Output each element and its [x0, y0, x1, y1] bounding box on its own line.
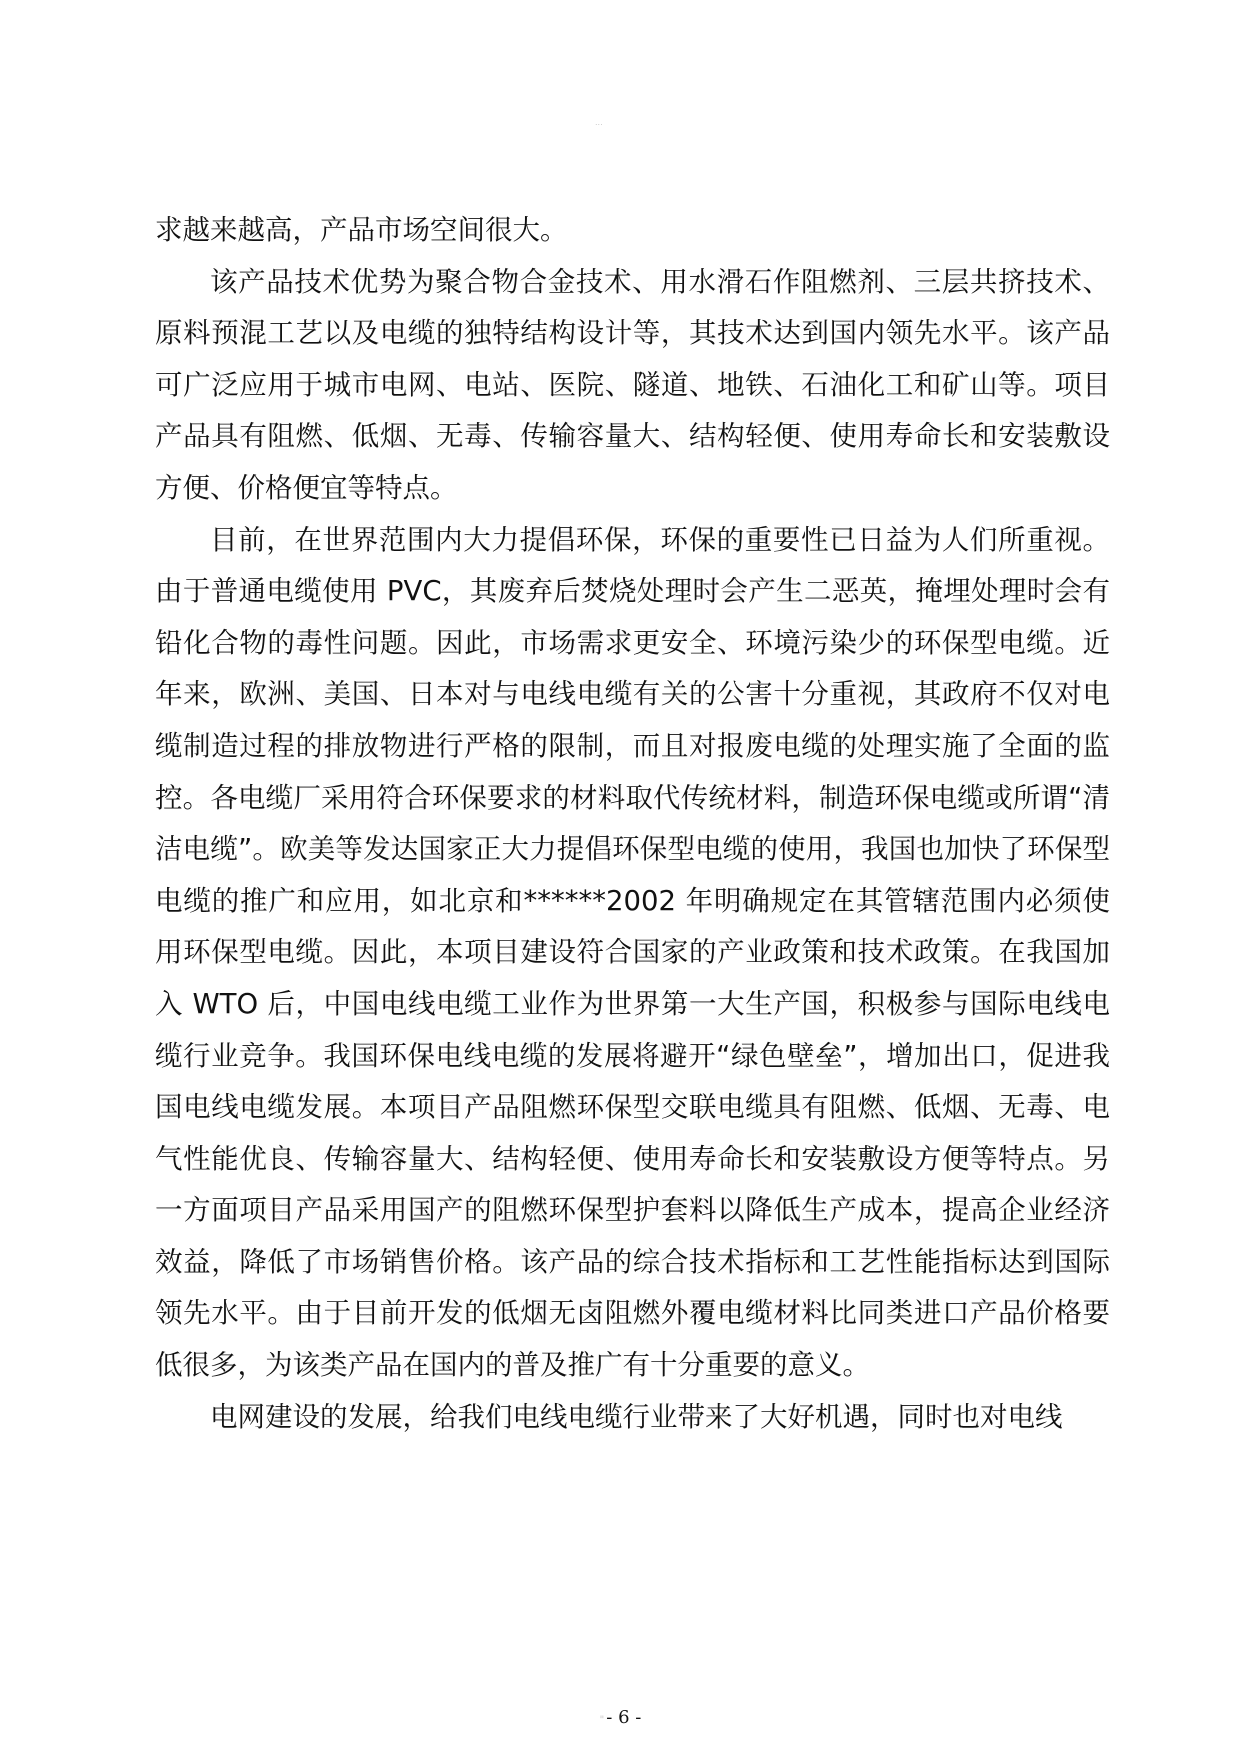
page-number: - 6 - — [606, 1707, 642, 1728]
paragraph-environmental-context: 目前，在世界范围内大力提倡环保，环保的重要性已日益为人们所重视。由于普通电缆使用 PVC，其废弃后焚烧处理时会产生二恶英，掩埋处理时会有铅化合物的毒性问题。因此，市场需求更安全、环境污染少的环保型电缆。近年来，欧洲、美国、日本对与电线电缆有关的公害十分重视，其政府不仅对电缆制造过程的排放物进行严格的限制，而且对报废电缆的处理实施了全面的监控。各电缆厂采用符合环保要求的材料取代传统材料，制造环保电缆或所谓“清洁电缆”。欧美等发达国家正大力提倡环保型电缆的使用，我国也加快了环保型电缆的推广和应用，如北京和******2002 年明确规定在其管辖范围内必须使用环保型电缆。因此，本项目建设符合国家的产业政策和技术政策。在我国加入 WTO 后，中国电线电缆工业作为世界第一大生产国，积极参与国际电线电缆行业竞争。我国环保电线电缆的发展将避开“绿色壁垒”，增加出口，促进我国电线电缆发展。本项目产品阻燃环保型交联电缆具有阻燃、低烟、无毒、电气性能优良、传输容量大、结构轻便、使用寿命长和安装敷设方便等特点。另一方面项目产品采用国产的阻燃环保型护套料以降低生产成本，提高企业经济效益，降低了市场销售价格。该产品的综合技术指标和工艺性能指标达到国际领先水平。由于目前开发的低烟无卤阻燃外覆电缆材料比同类进口产品价格要低很多，为该类产品在国内的普及推广有十分重要的意义。 — [155, 523, 1110, 1382]
body-text — [155, 205, 1110, 1443]
paragraph-continuation: 求越来越高，产品市场空间很大。 — [155, 214, 568, 246]
paragraph-grid-development: 电网建设的发展，给我们电线电缆行业带来了大好机遇，同时也对电线 — [210, 1400, 1063, 1433]
page-footer — [0, 1707, 1241, 1728]
footer-faint-mark: " — [599, 1715, 605, 1726]
paragraph-product-advantages: 该产品技术优势为聚合物合金技术、用水滑石作阻燃剂、三层共挤技术、原料预混工艺以及电缆的独特结构设计等，其技术达到国内领先水平。该产品可广泛应用于城市电网、电站、医院、隧道、地铁、石油化工和矿山等。项目产品具有阻燃、低烟、无毒、传输容量大、结构轻便、使用寿命长和安装敷设方便、价格便宜等特点。 — [155, 265, 1110, 504]
header-mark: ... — [595, 118, 603, 127]
